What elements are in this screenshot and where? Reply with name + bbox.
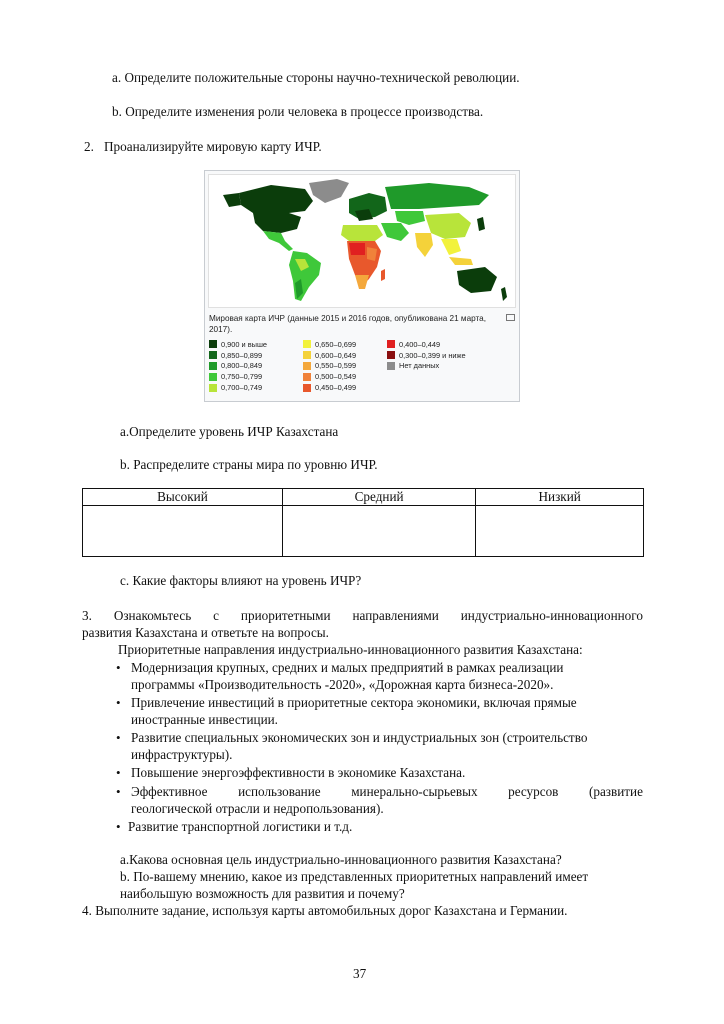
legend-label: 0,600–0,649	[315, 350, 357, 360]
table-cell-low[interactable]	[476, 506, 644, 557]
legend-swatch	[387, 340, 395, 348]
bullet-6-line-1: Развитие транспортной логистики и т.д.	[128, 819, 353, 834]
legend-swatch	[303, 340, 311, 348]
question-4: 4. Выполните задание, используя карты автомобильных дорог Казахстана и Германии.	[82, 903, 568, 918]
word: приоритетными	[240, 608, 331, 623]
legend-swatch	[303, 373, 311, 381]
legend-swatch	[387, 351, 395, 359]
question-1a: a. Определите положительные стороны научно-технической революции.	[112, 70, 520, 85]
bullet-1-line-1: Модернизация крупных, средних и малых предприятий в рамках реализации	[131, 660, 564, 675]
word: минерально-сырьевых	[351, 784, 478, 799]
word: Эффективное	[131, 784, 208, 799]
bullet-3-line-1: Развитие специальных экономических зон и индустриальных зон (строительство	[131, 730, 588, 745]
question-2: Проанализируйте мировую карту ИЧР.	[104, 139, 322, 154]
legend-item	[303, 382, 356, 393]
legend-label: 0,300–0,399 и ниже	[399, 350, 466, 360]
legend-column-2	[303, 339, 356, 393]
question-2c: c. Какие факторы влияют на уровень ИЧР?	[120, 573, 362, 588]
bullet-icon: •	[116, 730, 121, 745]
question-2b: b. Распределите страны мира по уровню ИЧР.	[120, 457, 378, 472]
legend-label: 0,400–0,449	[399, 339, 441, 349]
question-3b-line-2: наибольшую возможность для развития и почему?	[120, 886, 405, 901]
legend-label: 0,700–0,749	[221, 383, 263, 393]
legend-item	[209, 382, 267, 393]
word: 3.	[82, 608, 92, 623]
word: Ознакомьтесь	[113, 608, 192, 623]
bullet-3-line-2: инфраструктуры).	[131, 747, 233, 762]
legend-item	[209, 371, 267, 382]
table-header-medium: Средний	[282, 489, 475, 506]
legend-item	[387, 350, 466, 361]
legend-label: 0,750–0,799	[221, 372, 263, 382]
world-map-image	[209, 175, 515, 307]
legend-item	[209, 361, 267, 372]
legend-label: 0,850–0,899	[221, 350, 263, 360]
legend-label: 0,650–0,699	[315, 339, 357, 349]
bullet-icon: •	[116, 695, 121, 710]
question-3-line-1	[82, 608, 643, 624]
bullet-2-line-2: иностранные инвестиции.	[131, 712, 278, 727]
word: индустриально-инновационного	[460, 608, 643, 623]
priorities-intro: Приоритетные направления индустриально-инновационного развития Казахстана:	[118, 642, 583, 657]
bullet-2-line-1: Привлечение инвестиций в приоритетные сектора экономики, включая прямые	[131, 695, 577, 710]
question-3-line-2: развития Казахстана и ответьте на вопросы.	[82, 625, 329, 640]
bullet-1-line-2: программы «Производительность -2020», «Дорожная карта бизнеса-2020».	[131, 677, 554, 692]
table-cell-medium[interactable]	[282, 506, 475, 557]
word: с	[213, 608, 219, 623]
legend-label: 0,900 и выше	[221, 339, 268, 349]
word: направлениями	[352, 608, 439, 623]
word: использование	[238, 784, 321, 799]
legend-column-1	[209, 339, 267, 393]
word: ресурсов	[508, 784, 559, 799]
table-header-high: Высокий	[83, 489, 283, 506]
legend-swatch	[209, 373, 217, 381]
bullet-icon: •	[116, 660, 121, 675]
bullet-icon: •	[116, 819, 121, 834]
table-header-low: Низкий	[476, 489, 644, 506]
legend-label: 0,500–0,549	[315, 372, 357, 382]
word: (развитие	[588, 784, 643, 799]
table-header-row	[83, 489, 644, 506]
hdi-table	[82, 488, 644, 557]
legend-swatch	[303, 362, 311, 370]
legend-column-3	[387, 339, 466, 371]
legend-swatch	[303, 351, 311, 359]
legend-label: 0,550–0,599	[315, 361, 357, 371]
legend-item	[303, 361, 356, 372]
legend-item	[303, 339, 356, 350]
legend-item	[303, 371, 356, 382]
world-hdi-map[interactable]	[208, 174, 516, 308]
legend-swatch	[209, 340, 217, 348]
question-2-number: 2.	[84, 139, 94, 154]
bullet-5-line-1	[131, 784, 643, 800]
bullet-4-line-1: Повышение энергоэффективности в экономике Казахстана.	[131, 765, 466, 780]
bullet-icon: •	[116, 784, 121, 799]
enlarge-icon[interactable]	[506, 314, 515, 321]
hdi-map-figure	[204, 170, 520, 402]
table-cell-high[interactable]	[83, 506, 283, 557]
legend-swatch	[209, 351, 217, 359]
question-3b-line-1: b. По-вашему мнению, какое из представленных приоритетных направлений имеет	[120, 869, 589, 884]
bullet-icon: •	[116, 765, 121, 780]
legend-item	[209, 350, 267, 361]
legend-item	[387, 339, 466, 350]
legend-item	[209, 339, 267, 350]
table-row	[83, 506, 644, 557]
legend-swatch	[209, 362, 217, 370]
legend-label: 0,800–0,849	[221, 361, 263, 371]
legend-swatch	[303, 384, 311, 392]
question-2a: a.Определите уровень ИЧР Казахстана	[120, 424, 339, 439]
legend-label: 0,450–0,499	[315, 383, 357, 393]
legend-swatch	[387, 362, 395, 370]
legend-label: Нет данных	[399, 361, 440, 371]
page-number: 37	[353, 966, 367, 981]
question-3a: a.Какова основная цель индустриально-инновационного развития Казахстана?	[120, 852, 562, 867]
legend-item	[387, 361, 466, 372]
legend-swatch	[209, 384, 217, 392]
question-1b: b. Определите изменения роли человека в процессе производства.	[112, 104, 484, 119]
map-caption: Мировая карта ИЧР (данные 2015 и 2016 годов, опубликована 21 марта, 2017).	[209, 314, 486, 334]
bullet-5-line-2: геологической отрасли и недропользования).	[131, 801, 384, 816]
legend-item	[303, 350, 356, 361]
